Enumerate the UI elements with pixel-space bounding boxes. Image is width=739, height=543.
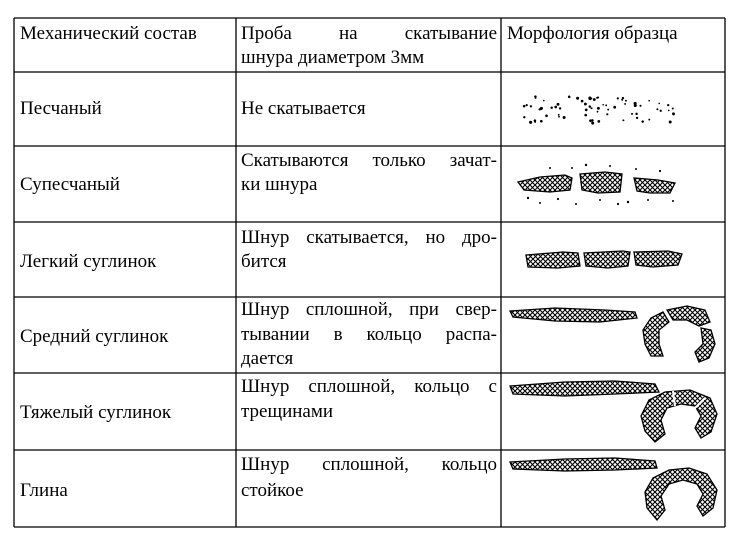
sand-grain — [554, 106, 557, 109]
sand-grain — [636, 117, 638, 119]
sand-grain — [622, 119, 624, 121]
sand-grain — [540, 120, 543, 123]
sand-grain — [557, 103, 560, 106]
sample-segmented-cord-image — [518, 244, 688, 276]
sample-cord-and-broken-ring-image — [505, 300, 723, 372]
sand-grain — [591, 122, 594, 125]
sand-grain — [639, 105, 641, 107]
sand-grain — [589, 105, 591, 107]
sand-grain — [558, 114, 560, 116]
row-test-heavy-loam-line2: трещинами — [241, 401, 334, 422]
sand-grain — [617, 97, 619, 99]
sand-grain — [648, 100, 650, 102]
sand-grain — [597, 111, 599, 113]
header-roll-test-line1: Проба на скатывание — [241, 23, 497, 44]
sand-grain — [590, 107, 592, 109]
sand-grain — [673, 113, 675, 115]
row-name-medium-loam: Средний суглинок — [20, 326, 169, 347]
sand-grain — [535, 97, 537, 99]
sand-grain — [563, 116, 566, 119]
sand-grain — [584, 103, 587, 106]
row-name-light-loam: Легкий суглинок — [20, 251, 157, 272]
sand-grain — [559, 107, 561, 109]
sand-grain — [589, 119, 592, 122]
sample-short-cord-fragments-image — [510, 160, 690, 210]
sand-grain — [529, 121, 532, 124]
sand-grain — [550, 106, 552, 108]
row-test-medium-loam-line3: дается — [241, 348, 294, 369]
sand-grain — [667, 104, 669, 106]
row-test-sandy-line1: Не скатывается — [241, 98, 366, 119]
sand-grain — [585, 109, 588, 112]
header-roll-test-line2: шнура диаметром 3мм — [241, 47, 425, 68]
sand-grain — [581, 100, 584, 103]
sand-grain — [672, 108, 674, 110]
sand-grain — [538, 108, 540, 110]
sand-grain — [558, 116, 560, 118]
row-test-medium-loam-line1: Шнур сплошной, при свер- — [241, 299, 497, 320]
sand-grain — [624, 103, 626, 105]
sand-grain — [660, 110, 662, 112]
row-test-clay-line2: стойкое — [241, 480, 304, 501]
row-name-clay: Глина — [20, 480, 68, 501]
sand-grain — [634, 104, 637, 107]
row-test-light-loam-line2: бится — [241, 251, 287, 272]
sand-grain — [593, 98, 596, 101]
sand-grain — [625, 100, 627, 102]
sand-grain — [641, 120, 643, 122]
row-test-light-loam-line1: Шнур скатывается, но дро- — [241, 227, 497, 248]
header-morphology: Морфология образца — [507, 23, 678, 44]
sand-grain — [613, 106, 616, 109]
sand-grain — [597, 120, 600, 123]
sand-grain — [631, 113, 633, 115]
row-name-sandy-loam: Супесчаный — [20, 174, 120, 195]
sand-grain — [523, 105, 526, 108]
sample-scattered-grains-image — [515, 90, 685, 130]
row-name-sandy: Песчаный — [20, 98, 102, 119]
row-test-sandy-loam-line1: Скатываются только зачат- — [241, 150, 497, 171]
row-test-heavy-loam-line1: Шнур сплошной, кольцо с — [241, 376, 497, 397]
sand-grain — [648, 119, 650, 121]
row-name-heavy-loam: Тяжелый суглинок — [20, 402, 172, 423]
row-test-sandy-loam-line2: ки шнура — [241, 174, 318, 195]
sand-grain — [668, 110, 670, 112]
sand-grain — [669, 121, 672, 124]
sand-grain — [596, 97, 598, 99]
sand-grain — [543, 100, 545, 102]
sample-cord-and-cracked-ring-image — [505, 376, 723, 448]
sand-grain — [588, 97, 591, 100]
sand-grain — [523, 116, 525, 118]
row-test-medium-loam-line2: тывании в кольцо распа- — [241, 324, 497, 345]
sand-grain — [656, 108, 658, 110]
sand-grain — [605, 104, 607, 106]
sand-grain — [607, 109, 609, 111]
sand-grain — [597, 107, 600, 110]
sand-grain — [635, 113, 637, 115]
sand-grain — [621, 99, 623, 101]
row-test-clay-line1: Шнур сплошной, кольцо — [241, 454, 497, 475]
sand-grain — [576, 97, 579, 100]
header-composition: Механический состав — [20, 23, 197, 44]
sand-grain — [584, 114, 587, 117]
sand-grain — [568, 96, 571, 99]
sample-cord-and-solid-ring-image — [505, 452, 723, 525]
sand-grain — [602, 104, 604, 106]
sand-grain — [545, 114, 548, 117]
sand-grain — [534, 121, 536, 123]
sand-grain — [530, 105, 532, 107]
sand-grain — [606, 113, 608, 115]
sand-grain — [526, 104, 528, 106]
sand-grain — [658, 103, 660, 105]
